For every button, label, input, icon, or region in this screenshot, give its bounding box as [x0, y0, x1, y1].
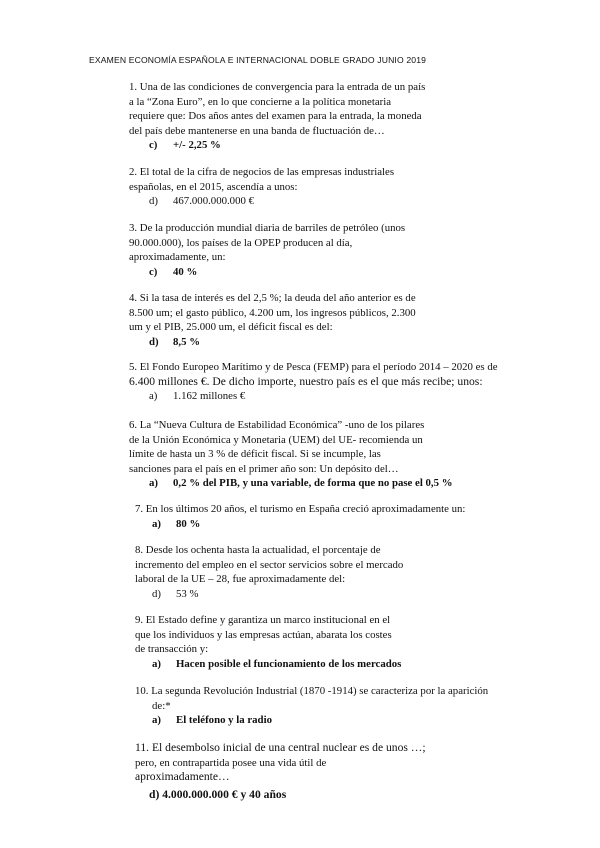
question-text: 9. El Estado define y garantiza un marco institucional en el [135, 614, 391, 626]
answer-letter: c) [149, 265, 158, 278]
answer-letter: a) [152, 657, 161, 670]
answer-text: 1.162 millones € [173, 390, 246, 403]
question-10 [135, 684, 488, 728]
question-text: 4. Si la tasa de interés es del 2,5 %; la deuda del año anterior es de [129, 292, 416, 304]
question-text: laboral de la UE – 28, fue aproximadamente del: [135, 573, 346, 586]
question-text: del país debe mantenerse en una banda de fluctuación de… [129, 124, 385, 137]
answer-letter: c) [149, 139, 158, 152]
question-text: a la “Zona Euro”, en lo que concierne a la política monetaria [129, 95, 391, 108]
answer-letter: a) [149, 477, 158, 490]
question-1 [129, 80, 425, 153]
question-5 [129, 360, 498, 404]
question-text: límite de hasta un 3 % de déficit fiscal. Si se incumple, las [129, 448, 381, 461]
question-7 [135, 502, 465, 531]
question-text: 8. Desde los ochenta hasta la actualidad, el porcentaje de [135, 544, 381, 556]
question-text: 11. El desembolso inicial de una central nuclear es de unos …; [135, 741, 426, 754]
question-text: 6. La “Nueva Cultura de Estabilidad Económica” -uno de los pilares [129, 419, 425, 431]
question-text: 2. El total de la cifra de negocios de las empresas industriales [129, 166, 395, 178]
question-2 [129, 165, 394, 209]
question-text: 6.400 millones €. De dicho importe, nuestro país es el que más recibe; unos: [129, 374, 483, 388]
answer [129, 335, 416, 350]
answer [129, 265, 405, 280]
answer [135, 788, 426, 803]
answer-text: 40 % [173, 265, 198, 278]
answer-letter: a) [152, 714, 161, 727]
question-11 [135, 741, 426, 802]
answer-text: Hacen posible el funcionamiento de los mercados [176, 657, 402, 670]
answer-text: El teléfono y la radio [176, 714, 272, 727]
page-header: EXAMEN ECONOMÍA ESPAÑOLA E INTERNACIONAL DOBLE GRADO JUNIO 2019 [89, 55, 427, 65]
answer-text: +/- 2,25 % [173, 139, 221, 152]
answer [135, 517, 465, 532]
answer-letter: a) [152, 517, 161, 530]
answer-letter: d) [152, 587, 161, 600]
question-text: de la Unión Económica y Monetaria (UEM) del UE- recomienda un [129, 433, 423, 446]
question-text: sanciones para el país en el primer año son: Un depósito del… [129, 462, 399, 475]
question-text: 8.500 um; el gasto público, 4.200 um, los ingresos públicos, 2.300 [129, 306, 416, 319]
answer [135, 713, 488, 728]
answer-text: 53 % [176, 587, 199, 600]
question-text: 3. De la producción mundial diaria de barriles de petróleo (unos [129, 222, 406, 234]
answer [129, 138, 425, 153]
answer-text: 467.000.000.000 € [173, 195, 254, 208]
answer-letter: d) [149, 195, 158, 208]
answer [129, 476, 453, 491]
answer-text: 0,2 % del PIB, y una variable, de forma que no pase el 0,5 % [173, 477, 453, 490]
question-text: españolas, en el 2015, ascendía a unos: [129, 180, 298, 193]
question-text: 1. Una de las condiciones de convergencia para la entrada de un país [129, 81, 426, 93]
answer [129, 194, 394, 209]
question-text: pero, en contrapartida posee una vida útil de [135, 756, 327, 769]
question-6 [129, 418, 453, 491]
question-text: 5. El Fondo Europeo Marítimo y de Pesca (FEMP) para el período 2014 – 2020 es de [129, 361, 498, 373]
answer-text: 8,5 % [173, 335, 200, 348]
question-text: de:* [152, 699, 171, 712]
question-text: 7. En los últimos 20 años, el turismo en España creció aproximadamente un: [135, 503, 466, 515]
answer-letter: d) [149, 335, 159, 348]
answer [129, 389, 498, 404]
answer-letter: d) [149, 787, 160, 801]
question-text: de transacción y: [135, 643, 209, 656]
answer [135, 657, 401, 672]
question-text: requiere que: Dos años antes del examen para la entrada, la moneda [129, 110, 422, 123]
answer-letter: a) [149, 390, 158, 403]
question-text: incremento del empleo en el sector servicios sobre el mercado [135, 558, 404, 571]
question-text: aproximadamente… [135, 770, 230, 784]
question-3 [129, 221, 405, 279]
question-text: 90.000.000), los países de la OPEP producen al día, [129, 236, 353, 249]
answer [135, 587, 403, 602]
question-4 [129, 291, 416, 349]
question-9 [135, 613, 401, 671]
answer-text: 4.000.000.000 € y 40 años [162, 787, 287, 801]
question-text: um y el PIB, 25.000 um, el déficit fiscal es del: [129, 321, 333, 334]
question-text: aproximadamente, un: [129, 251, 226, 264]
question-8 [135, 543, 403, 601]
answer-text: 80 % [176, 517, 201, 530]
question-text: 10. La segunda Revolución Industrial (1870 -1914) se caracteriza por la aparición [135, 685, 489, 697]
question-text: que los individuos y las empresas actúan, abarata los costes [135, 628, 392, 641]
